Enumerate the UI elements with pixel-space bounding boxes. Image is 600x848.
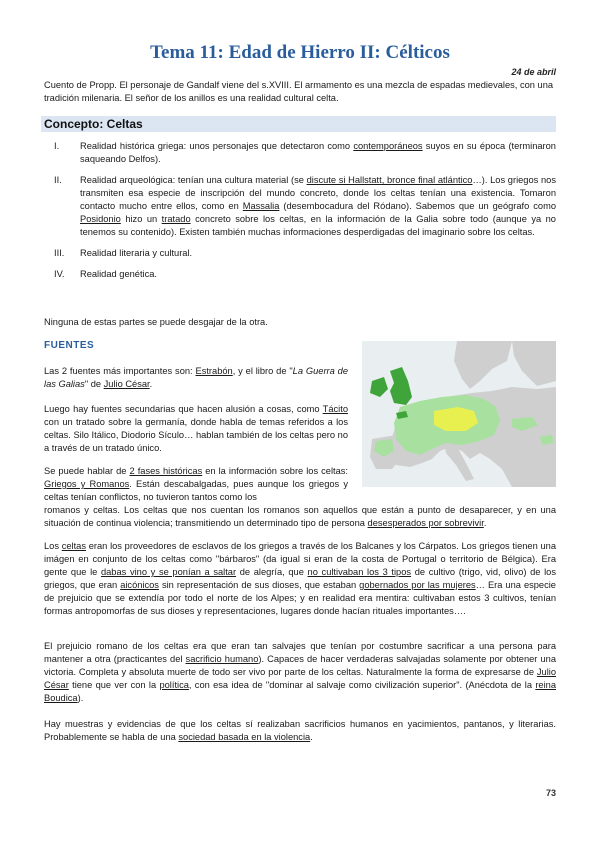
underlined-term: gobernados por las mujeres xyxy=(359,580,476,590)
underlined-term: Tácito xyxy=(322,404,348,414)
list-number: I. xyxy=(54,141,60,151)
concept-closing: Ninguna de estas partes se puede desgajar de la otra. xyxy=(44,317,268,327)
underlined-term: celtas xyxy=(61,541,87,551)
fuentes-paragraph-6: Hay muestras y evidencias de que los celtas sí realizaban sacrificios humanos en yacimientos, pantanos, y literarias. Probablemente se habla de una sociedad basada en la violencia. xyxy=(44,719,556,742)
date-label: 24 de abril xyxy=(511,67,556,77)
intro-paragraph: Cuento de Propp. El personaje de Gandalf viene del s.XVIII. El armamento es una mezcla de espadas medievales, con una tradición milenaria. El señor de los anillos es una realidad cultural celta. xyxy=(44,80,554,103)
fuentes-paragraph-5: El prejuicio romano de los celtas era que eran tan salvajes que tenían por costumbre sacrificar a una persona para mantener a otra (practicantes del sacrificio humano). Capaces de hacer verdaderas salvajadas solamente por obtener una victoria. Completa y absoluta muerte de todo ser vivo por parte de los celtas. Naturalmente la forma de expresarse de Julio César tiene que ver con la política, con esa idea de "dominar al salvaje como civilización superior". (Anécdota de la reina Boudica). xyxy=(44,641,557,703)
fuentes-paragraph-1: Las 2 fuentes más importantes son: Estrabón, y el libro de "La Guerra de las Galias" de Julio César. xyxy=(44,366,348,389)
underlined-term: 2 fases históricas xyxy=(129,466,203,476)
list-item: IV. Realidad genética. xyxy=(54,269,158,279)
underlined-term: dabas vino y se ponían a saltar xyxy=(100,567,237,577)
fuentes-paragraph-2: Luego hay fuentes secundarias que hacen alusión a cosas, como Tácito con un tratado sobre la germanía, donde habla de temas referidos a los celtas. Silo Itálico, Diodorio Sículo… hablan también de los celtas pero no a través de un tratado único. xyxy=(44,404,348,453)
underlined-term: tratado xyxy=(161,214,191,224)
underlined-term: contemporáneos xyxy=(353,141,423,151)
underlined-term: Massalia xyxy=(242,201,280,211)
celtic-map-image xyxy=(362,341,556,487)
underlined-term: Julio César xyxy=(103,379,150,389)
list-item: II. Realidad arqueológica: tenían una cultura material (se discute si Hallstatt, bronce final atlántico…). Los griegos nos transmiten esa especie de inscripción del mundo concreto, donde los celtas tenían una existencia. Tomaron contacto mucho entre ellos, como en Massalia (desembocadura del Ródano). Sabemos que un geógrafo como Posidonio hizo un tratado concreto sobre los celtas, en la información de la Galia sobre todo (aunque ya no tenemos su contenido). Existen también muchas informaciones desperdigadas del imaginario sobre los celtas. xyxy=(54,175,556,237)
underlined-term: discute si Hallstatt, bronce final atlántico xyxy=(306,175,473,185)
underlined-term: Posidonio xyxy=(80,214,121,224)
concept-list xyxy=(44,140,556,289)
underlined-term: reina Boudica xyxy=(44,680,556,703)
list-number: IV. xyxy=(54,269,65,279)
list-item: III. Realidad literaria y cultural. xyxy=(54,248,193,258)
underlined-term: aicónicos xyxy=(120,580,159,590)
list-item: I. Realidad histórica griega: unos personajes que detectaron como contemporáneos suyos en su época (terminaron saqueando Delfos). xyxy=(54,141,556,164)
underlined-term: Estrabón xyxy=(195,366,233,376)
list-number: II. xyxy=(54,175,62,185)
underlined-term: desesperados por sobrevivir xyxy=(367,518,484,528)
fuentes-paragraph-3-continued: romanos y celtas. Los celtas que nos cuentan los romanos son aquellos que están a punto de desaparecer, y en una situación de continua violencia; transmitiendo un determinado tipo de persona desesperados por sobrevivir. xyxy=(44,505,556,528)
underlined-term: sociedad basada en la violencia xyxy=(178,732,311,742)
section-heading: Concepto: Celtas xyxy=(44,117,143,131)
fuentes-paragraph-3: Se puede hablar de 2 fases históricas en la información sobre los celtas: Griegos y Romanos. Están descabalgadas, pues aunque los griegos y celtas tenían conflictos, no tuvieron tantos como los xyxy=(44,466,349,502)
fuentes-paragraph-4: Los celtas eran los proveedores de esclavos de los griegos a través de los Balcanes y los Cárpatos. Los griegos tienen una imágen en conjunto de los celtas como "bárbaros" (da igual si eran de la costa de Portugal o territorio de Bélgica). Era gente que le dabas vino y se ponían a saltar de alegría, que no cultivaban los 3 tipos de cultivo (trigo, vid, olivo) de los griegos, que eran aicónicos sin representación de sus dioses, que estaban gobernados por las mujeres… Era una especie de prejuicio que se extendía por todo el norte de los Alpes; y en realidad era mentira: cultivaban estos 3 cultivos, tenían formas antropomorfas de sus dioses y representaciones, lugares donde hacían rituales importantes…. xyxy=(44,541,556,616)
subsection-heading: FUENTES xyxy=(44,340,95,351)
underlined-term: sacrificio humano xyxy=(185,654,259,664)
map-core-zone xyxy=(434,407,478,431)
list-number: III. xyxy=(54,248,65,258)
underlined-term: Julio César xyxy=(44,667,556,690)
underlined-term: no cultivaban los 3 tipos xyxy=(307,567,412,577)
page-number: 73 xyxy=(545,788,556,798)
page-title: Tema 11: Edad de Hierro II: Célticos xyxy=(150,42,450,63)
underlined-term: Griegos y Romanos xyxy=(44,479,130,489)
book-title: La Guerra de las Galias xyxy=(44,366,348,389)
underlined-term: política xyxy=(159,680,189,690)
section-heading-bar xyxy=(41,116,556,132)
